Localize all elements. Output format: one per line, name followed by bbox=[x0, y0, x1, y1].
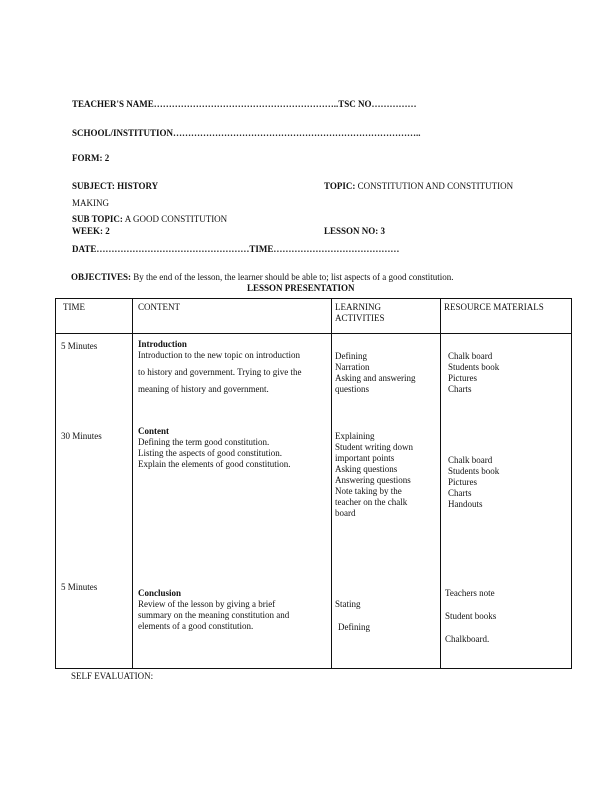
header-line: ACTIVITIES bbox=[335, 313, 385, 323]
topic-continuation: MAKING bbox=[72, 198, 109, 208]
subtopic-field bbox=[72, 214, 227, 225]
row-resources bbox=[445, 582, 496, 651]
column-divider bbox=[132, 299, 133, 668]
objectives-label: OBJECTIVES: bbox=[71, 272, 132, 282]
header-divider bbox=[56, 333, 571, 334]
lesson-no-field: LESSON NO: 3 bbox=[324, 226, 386, 236]
activity: Note taking by the bbox=[335, 486, 402, 496]
content-title: Introduction bbox=[138, 339, 187, 349]
topic-value: CONSTITUTION AND CONSTITUTION bbox=[355, 181, 514, 191]
resource: Students book bbox=[448, 466, 500, 476]
form-field: FORM: 2 bbox=[72, 153, 110, 163]
column-header-resource-materials: RESOURCE MATERIALS bbox=[444, 302, 544, 312]
resource: Chalk board bbox=[448, 351, 493, 361]
topic-field bbox=[324, 181, 513, 192]
resource: Students book bbox=[448, 362, 500, 372]
row-activities bbox=[335, 351, 416, 395]
row-content bbox=[138, 339, 302, 398]
teacher-name-field: TEACHER'S NAME……………………………………………………..TSC NO…………… bbox=[72, 99, 417, 109]
resource: Pictures bbox=[448, 477, 477, 487]
subject-field: SUBJECT: HISTORY bbox=[72, 181, 159, 191]
resource: Charts bbox=[448, 488, 472, 498]
row-resources bbox=[448, 351, 499, 395]
activity: Asking and answering bbox=[335, 373, 416, 383]
row-activities bbox=[335, 593, 370, 639]
activity: board bbox=[335, 508, 356, 518]
row-time: 5 Minutes bbox=[61, 341, 98, 351]
row-time: 5 Minutes bbox=[61, 582, 98, 592]
row-content bbox=[138, 588, 289, 632]
column-header-learning-activities bbox=[335, 302, 385, 324]
resource: Student books bbox=[445, 611, 497, 621]
header-line: LEARNING bbox=[335, 302, 381, 312]
activity: Narration bbox=[335, 362, 370, 372]
resource: Chalk board bbox=[448, 455, 493, 465]
row-content bbox=[138, 426, 290, 470]
activity: Answering questions bbox=[335, 475, 411, 485]
resource: Charts bbox=[448, 384, 472, 394]
topic-label: TOPIC: bbox=[324, 181, 356, 191]
resource: Teachers note bbox=[445, 588, 495, 598]
date-time-field: DATE……………………………………………TIME…………………………………… bbox=[72, 244, 400, 254]
objectives-text: By the end of the lesson, the learner should be able to; list aspects of a good constitution. bbox=[131, 272, 454, 282]
row-resources bbox=[448, 455, 499, 510]
content-title: Content bbox=[138, 426, 169, 436]
column-header-content: CONTENT bbox=[138, 302, 180, 312]
subtopic-label: SUB TOPIC: bbox=[72, 214, 123, 224]
row-time: 30 Minutes bbox=[61, 431, 102, 441]
lesson-presentation-title: LESSON PRESENTATION bbox=[247, 283, 355, 293]
activity: questions bbox=[335, 384, 370, 394]
activity: Asking questions bbox=[335, 464, 398, 474]
objectives bbox=[71, 272, 453, 283]
content-line: Listing the aspects of good constitution. bbox=[138, 448, 282, 458]
school-field: SCHOOL/INSTITUTION……………………………………………………………………….. bbox=[72, 128, 421, 138]
self-evaluation-label: SELF EVALUATION: bbox=[71, 671, 154, 681]
week-field: WEEK: 2 bbox=[72, 226, 110, 236]
content-line: meaning of history and government. bbox=[138, 384, 269, 394]
column-divider bbox=[440, 299, 441, 668]
resource: Handouts bbox=[448, 499, 483, 509]
content-line: summary on the meaning constitution and bbox=[138, 610, 290, 620]
column-divider bbox=[331, 299, 332, 668]
content-line: Defining the term good constitution. bbox=[138, 437, 270, 447]
resource: Pictures bbox=[448, 373, 477, 383]
activity: important points bbox=[335, 453, 395, 463]
activity: teacher on the chalk bbox=[335, 497, 408, 507]
activity: Student writing down bbox=[335, 442, 413, 452]
activity: Explaining bbox=[335, 431, 375, 441]
content-line: Explain the elements of good constitution. bbox=[138, 459, 291, 469]
column-header-time: TIME bbox=[63, 302, 85, 312]
row-activities bbox=[335, 431, 413, 519]
content-title: Conclusion bbox=[138, 588, 182, 598]
activity: Stating bbox=[335, 599, 361, 609]
activity: Defining bbox=[335, 351, 367, 361]
content-line: Introduction to the new topic on introduction bbox=[138, 350, 300, 360]
resource: Chalkboard. bbox=[445, 634, 490, 644]
activity: Defining bbox=[338, 622, 370, 632]
content-line: Review of the lesson by giving a brief bbox=[138, 599, 276, 609]
subtopic-value: A GOOD CONSTITUTION bbox=[122, 214, 228, 224]
content-line: to history and government. Trying to give the bbox=[138, 367, 302, 377]
content-line: elements of a good constitution. bbox=[138, 621, 254, 631]
